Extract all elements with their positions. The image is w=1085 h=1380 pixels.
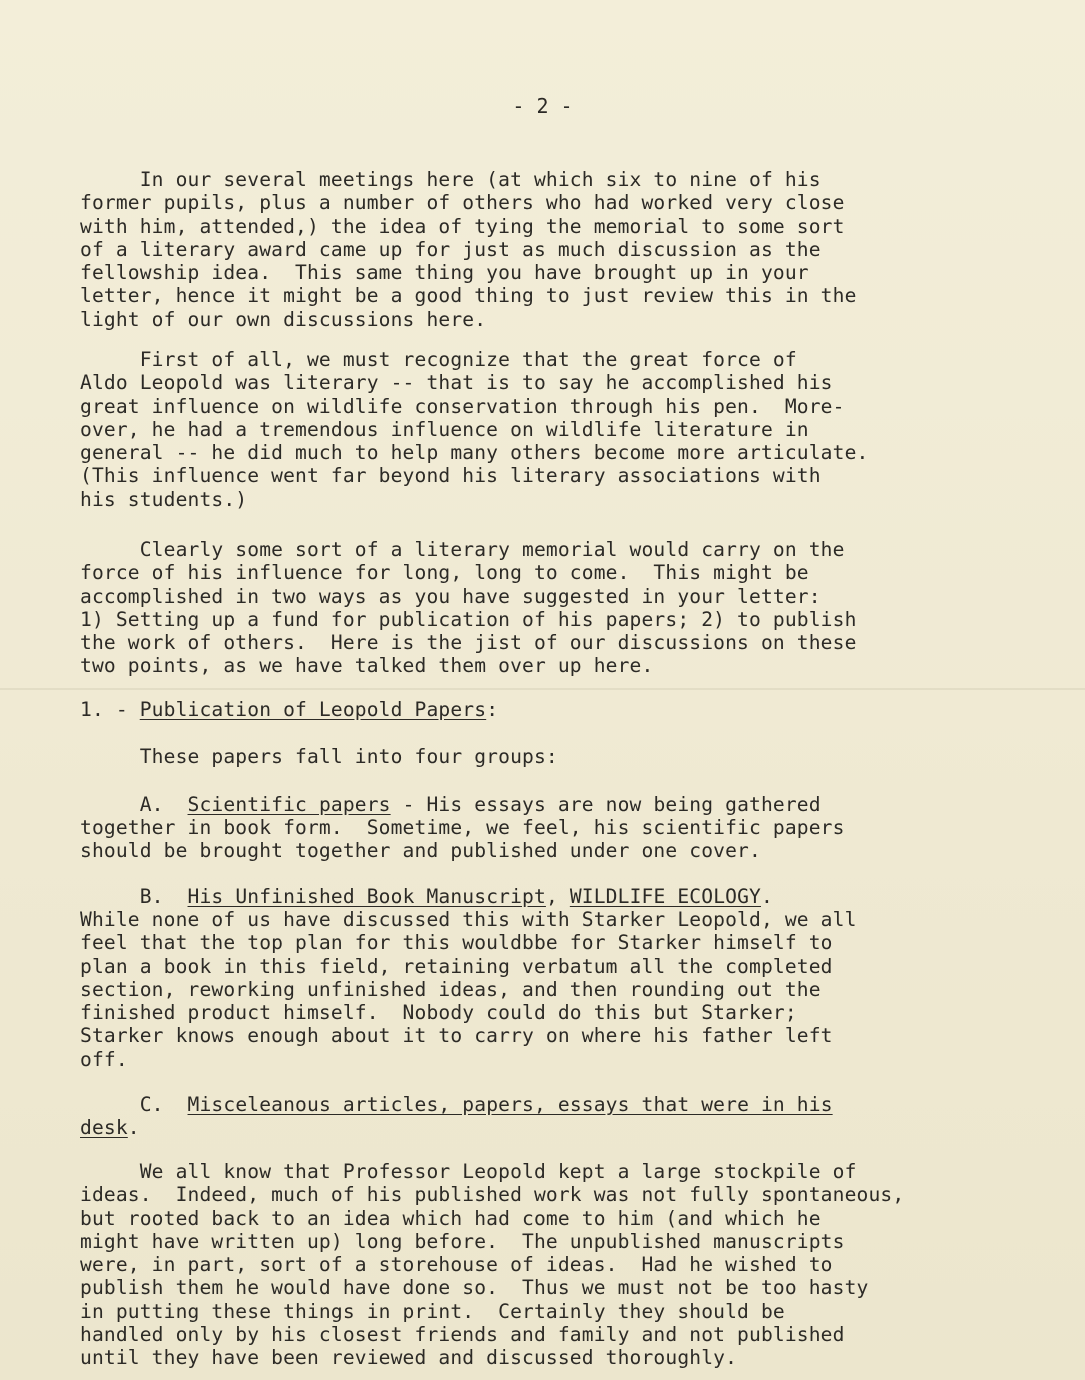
item-c-second-line: desk. — [80, 1116, 140, 1139]
item-c-title-end: desk — [80, 1116, 128, 1139]
item-c-title: Misceleanous articles, papers, essays that were in his — [187, 1093, 833, 1116]
item-b-title: His Unfinished Book Manuscript — [187, 885, 546, 908]
item-b-first-line: B. His Unfinished Book Manuscript, WILDLIFE ECOLOGY. — [80, 885, 773, 908]
item-b-body: While none of us have discussed this with Starker Leopold, we all feel that the top plan for this wouldbbe for Starker himself to plan a book in this field, retaining verbatum all the completed section, reworking unfinished ideas, and then rounding out the finished product himself. Nobody could do this but Starker; Starker knows enough about it to carry on where his father left off. — [80, 908, 857, 1071]
item-c-first-line: C. Misceleanous articles, papers, essays that were in his — [80, 1093, 833, 1116]
item-a-first-line: A. Scientific papers - His essays are now being gathered — [80, 793, 821, 816]
page-number: - 2 - — [512, 94, 573, 118]
item-a-title: Scientific papers — [187, 793, 391, 816]
item-a-body: together in book form. Sometime, we feel, his scientific papers should be brought together and published under one cover. — [80, 816, 845, 863]
heading-publication: 1. - Publication of Leopold Papers: — [80, 698, 499, 721]
paragraph-literary-force: First of all, we must recognize that the great force of Aldo Leopold was literary -- that is to say he accomplished his great influence on wildlife conservation through his pen. More- over, he had a tremendous influence on wildlife literature in general -- he did much to help many others become more articulate. (This influence went far beyond his literary associations with his students.) — [80, 348, 869, 511]
paragraph-literary-memorial: Clearly some sort of a literary memorial would carry on the force of his influence for long, long to come. This might be accomplished in two ways as you have suggested in your letter: 1) Setting up a fund for publication of his papers; 2) to publish the work of others. Here is the jist of our discussions on these two points, as we have talked them over up here. — [80, 538, 857, 678]
heading-publication-title: Publication of Leopold Papers — [139, 698, 487, 721]
paragraph-meetings: In our several meetings here (at which six to nine of his former pupils, plus a number of others who had worked very close with him, attended,) the idea of tying the memorial to some sort of a literary award came up for just as much discussion as the fellowship idea. This same thing you have brought up in your letter, hence it might be a good thing to just review this in the light of our own discussions here. — [80, 168, 857, 331]
paragraph-four-groups: These papers fall into four groups: — [80, 745, 558, 768]
paragraph-stockpile: We all know that Professor Leopold kept a large stockpile of ideas. Indeed, much of his published work was not fully spontaneous, but rooted back to an idea which had come to him (and which he might have written up) long before. The unpublished manuscripts were, in part, sort of a storehouse of ideas. Had he wished to publish them he would have done so. Thus we must not be too hasty in putting these things in print. Certainly they should be handled only by his closest friends and family and not published until they have been reviewed and discussed thoroughly. — [80, 1160, 905, 1370]
item-b-book-title: WILDLIFE ECOLOGY — [569, 885, 761, 908]
paper-fold-line — [0, 688, 1085, 690]
